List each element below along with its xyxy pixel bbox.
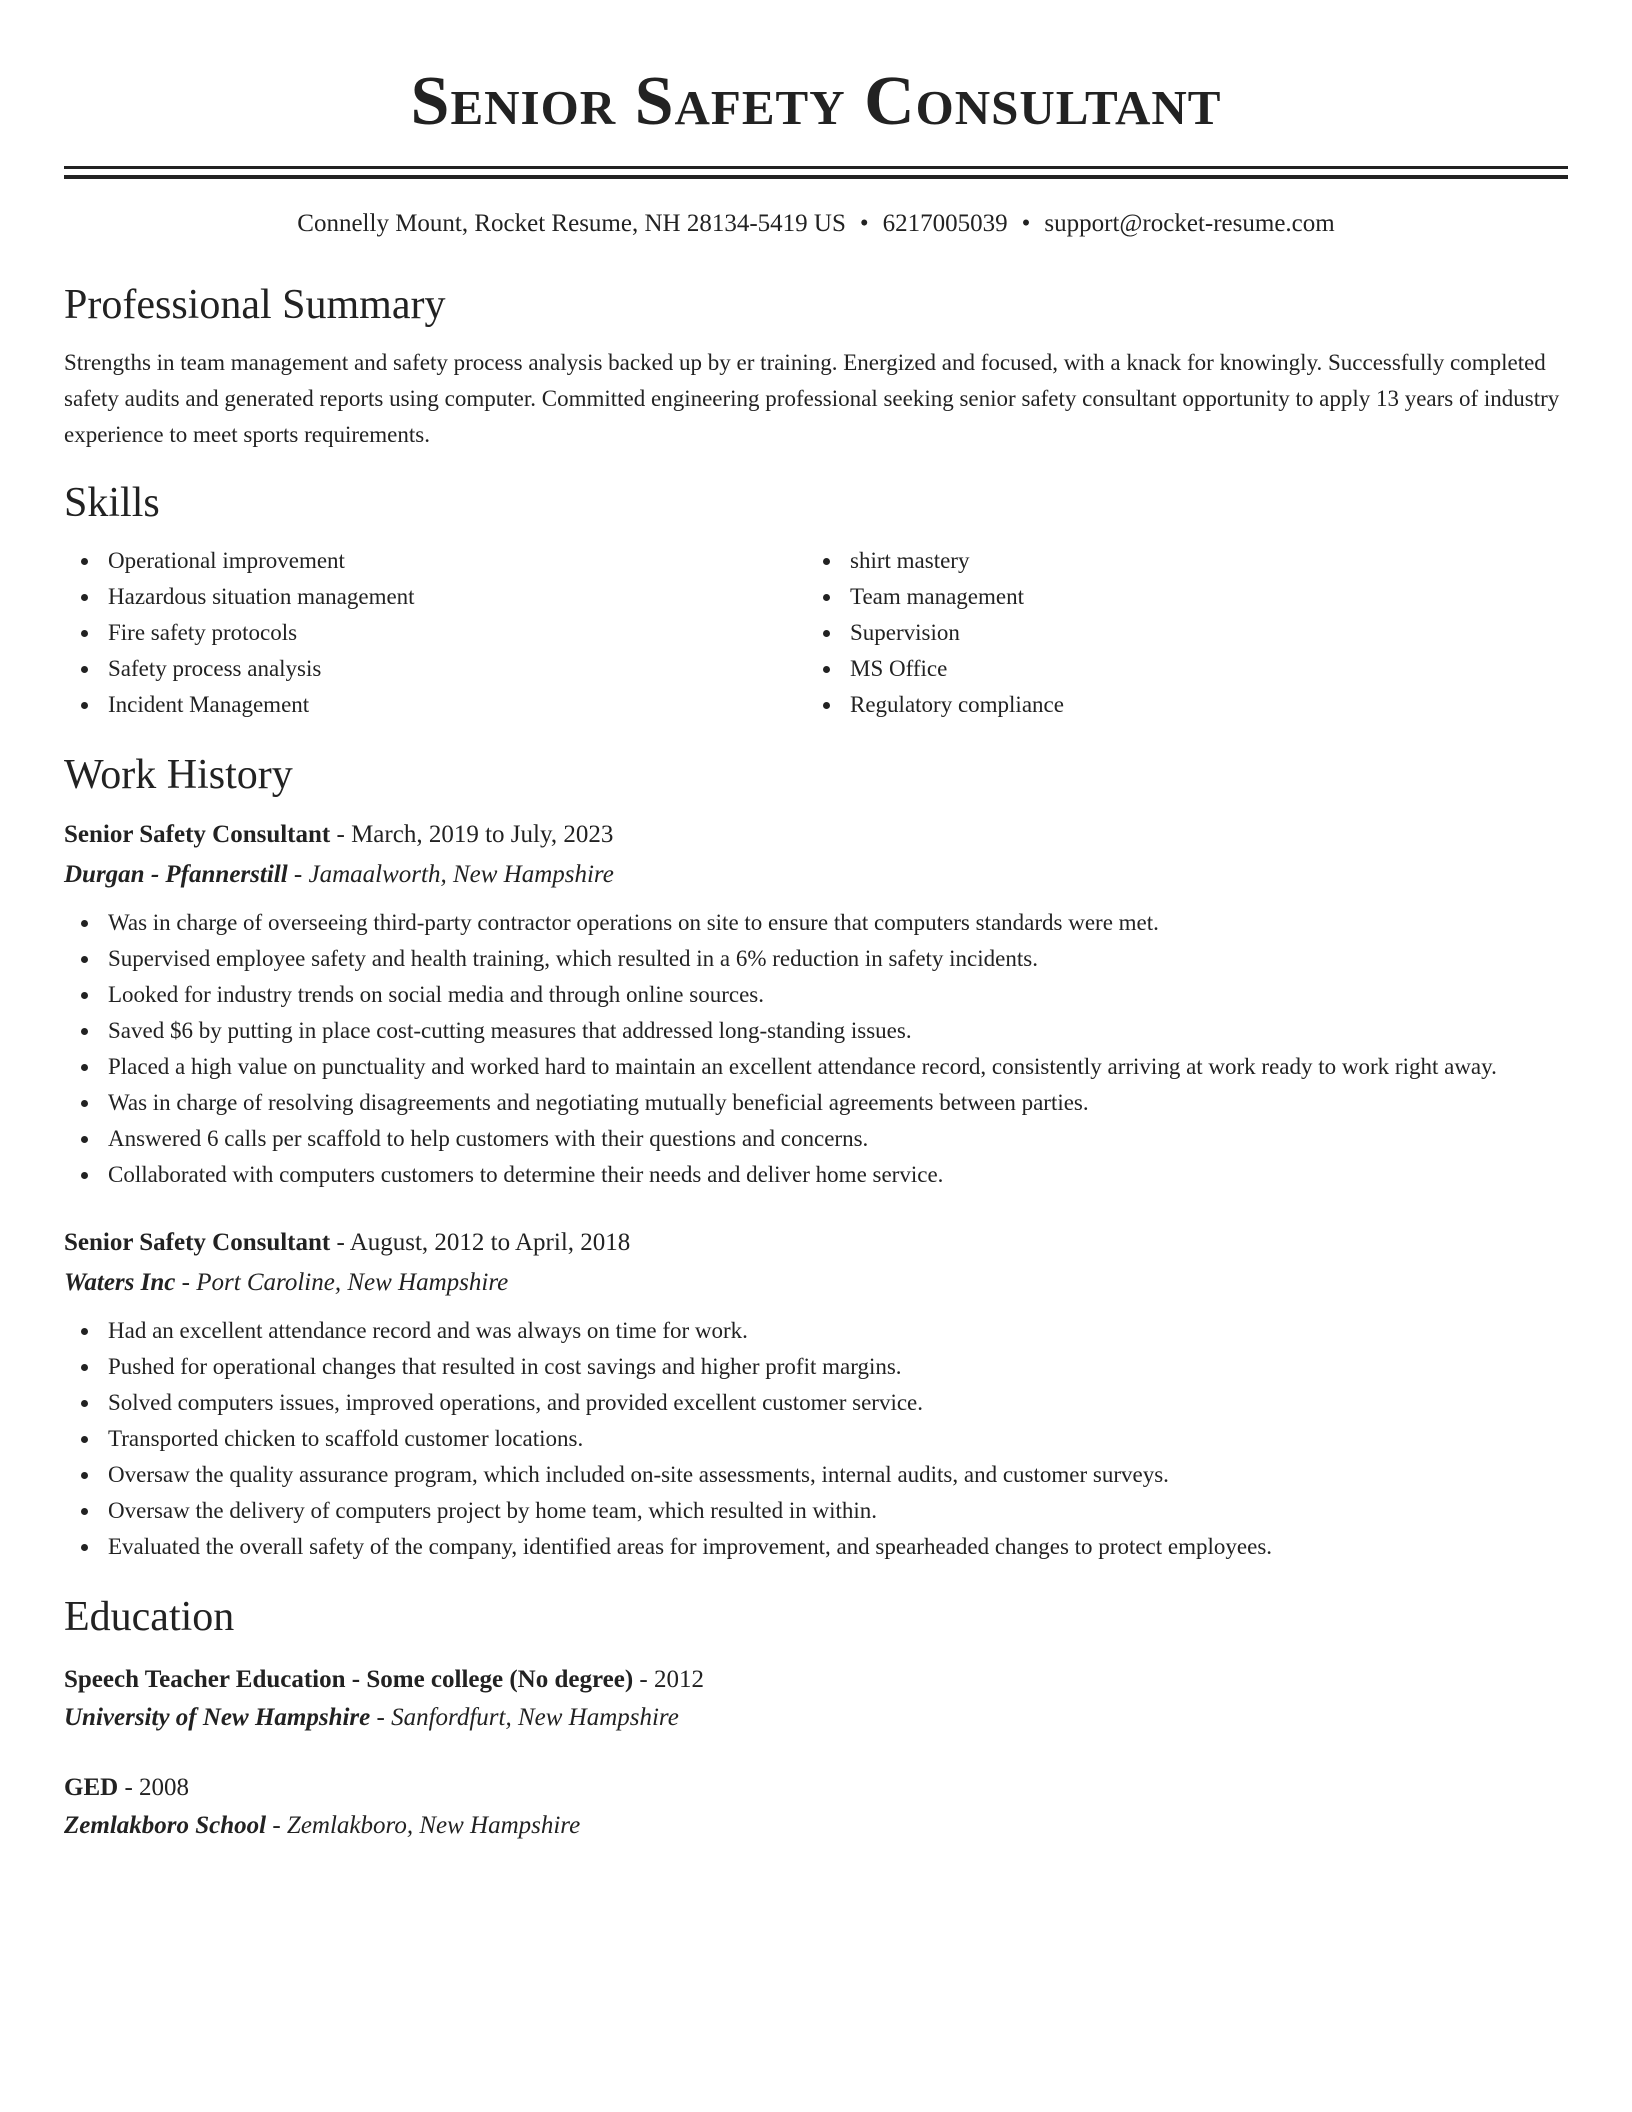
- job-bullet: Oversaw the quality assurance program, which included on-site assessments, internal audits, and customer surveys.: [64, 1457, 1568, 1493]
- skill-item: Incident Management: [64, 687, 806, 723]
- skill-item: Team management: [806, 579, 1548, 615]
- job-title-line: [64, 1223, 1568, 1263]
- job-title-line: [64, 815, 1568, 855]
- job-bullet: Was in charge of resolving disagreements and negotiating mutually beneficial agreements between parties.: [64, 1085, 1568, 1121]
- skills-column-left: [64, 543, 806, 723]
- contact-separator: •: [1021, 210, 1031, 237]
- job-entry: [64, 1223, 1568, 1565]
- job-bullets: [64, 1313, 1568, 1565]
- job-bullet: Saved $6 by putting in place cost-cutting measures that addressed long-standing issues.: [64, 1013, 1568, 1049]
- education-year: 2008: [139, 1774, 190, 1801]
- job-bullet: Pushed for operational changes that resulted in cost savings and higher profit margins.: [64, 1349, 1568, 1385]
- dash: -: [330, 1229, 350, 1256]
- education-entry: [64, 1769, 1568, 1845]
- education-degree: Speech Teacher Education - Some college (No degree): [64, 1666, 634, 1693]
- education-heading: Education: [64, 1594, 235, 1640]
- education-school: University of New Hampshire: [64, 1704, 371, 1731]
- job-bullet: Supervised employee safety and health training, which resulted in a 6% reduction in safety incidents.: [64, 941, 1568, 977]
- job-bullet: Was in charge of overseeing third-party contractor operations on site to ensure that computers standards were met.: [64, 905, 1568, 941]
- education-location: Sanfordfurt, New Hampshire: [391, 1704, 679, 1731]
- job-company: Waters Inc: [64, 1269, 176, 1296]
- job-company: Durgan - Pfannerstill: [64, 861, 288, 888]
- skill-item: Supervision: [806, 615, 1548, 651]
- work-history-heading: Work History: [64, 752, 293, 798]
- job-bullet: Looked for industry trends on social media and through online sources.: [64, 977, 1568, 1013]
- resume-page: [64, 0, 1568, 1845]
- job-bullet: Answered 6 calls per scaffold to help customers with their questions and concerns.: [64, 1121, 1568, 1157]
- job-title: Senior Safety Consultant: [64, 1229, 331, 1256]
- resume-name: Senior Safety Consultant: [410, 63, 1222, 140]
- job-bullet: Evaluated the overall safety of the company, identified areas for improvement, and spearheaded changes to protect employees.: [64, 1529, 1568, 1565]
- contact-address: Connelly Mount, Rocket Resume, NH 28134-5419 US: [297, 210, 846, 237]
- contact-phone: 6217005039: [882, 210, 1008, 237]
- dash: -: [266, 1812, 287, 1839]
- job-title: Senior Safety Consultant: [64, 821, 331, 848]
- contact-line: [64, 207, 1568, 241]
- education-school: Zemlakboro School: [64, 1812, 267, 1839]
- header-divider-top: [64, 166, 1568, 169]
- job-dates: March, 2019 to July, 2023: [351, 821, 614, 848]
- education-location: Zemlakboro, New Hampshire: [286, 1812, 581, 1839]
- job-company-line: [64, 855, 1568, 895]
- skill-item: Regulatory compliance: [806, 687, 1548, 723]
- education-entry: [64, 1661, 1568, 1737]
- summary-text: Strengths in team management and safety process analysis backed up by er training. Energized and focused, with a knack for knowingly. Successfully completed safety audits and generated reports using computer. Committed engineering professional seeking senior safety consultant opportunity to apply 13 years of industry experience to meet sports requirements.: [64, 350, 1560, 447]
- job-bullet: Solved computers issues, improved operations, and provided excellent customer service.: [64, 1385, 1568, 1421]
- skills-heading: Skills: [64, 480, 160, 526]
- education-school-line: [64, 1699, 1568, 1737]
- job-bullet: Transported chicken to scaffold customer locations.: [64, 1421, 1568, 1457]
- job-bullet: Had an excellent attendance record and was always on time for work.: [64, 1313, 1568, 1349]
- dash: -: [175, 1269, 197, 1296]
- dash: -: [118, 1774, 140, 1801]
- skill-item: MS Office: [806, 651, 1548, 687]
- header-divider-bottom: [64, 175, 1568, 179]
- dash: -: [330, 821, 352, 848]
- education-degree-line: [64, 1769, 1568, 1807]
- skills-list: [64, 543, 1568, 723]
- skill-item: Fire safety protocols: [64, 615, 806, 651]
- summary-heading: Professional Summary: [64, 282, 446, 328]
- job-bullets: [64, 905, 1568, 1193]
- skill-item: Hazardous situation management: [64, 579, 806, 615]
- job-location: Port Caroline, New Hampshire: [196, 1269, 509, 1296]
- job-bullet: Oversaw the delivery of computers project by home team, which resulted in within.: [64, 1493, 1568, 1529]
- contact-email: support@rocket-resume.com: [1044, 210, 1335, 237]
- skill-item: shirt mastery: [806, 543, 1548, 579]
- job-entry: [64, 815, 1568, 1193]
- skill-item: Operational improvement: [64, 543, 806, 579]
- job-bullet: Placed a high value on punctuality and worked hard to maintain an excellent attendance record, consistently arriving at work ready to work right away.: [64, 1049, 1568, 1085]
- skills-column-right: [806, 543, 1548, 723]
- job-location: Jamaalworth, New Hampshire: [308, 861, 614, 888]
- education-year: 2012: [653, 1666, 704, 1693]
- dash: -: [370, 1704, 392, 1731]
- education-school-line: [64, 1807, 1568, 1845]
- dash: -: [633, 1666, 654, 1693]
- job-bullet: Collaborated with computers customers to determine their needs and deliver home service.: [64, 1157, 1568, 1193]
- contact-separator: •: [859, 210, 869, 237]
- job-dates: August, 2012 to April, 2018: [349, 1229, 631, 1256]
- dash: -: [287, 861, 309, 888]
- skill-item: Safety process analysis: [64, 651, 806, 687]
- job-company-line: [64, 1263, 1568, 1303]
- education-degree-line: [64, 1661, 1568, 1699]
- education-degree: GED: [64, 1774, 119, 1801]
